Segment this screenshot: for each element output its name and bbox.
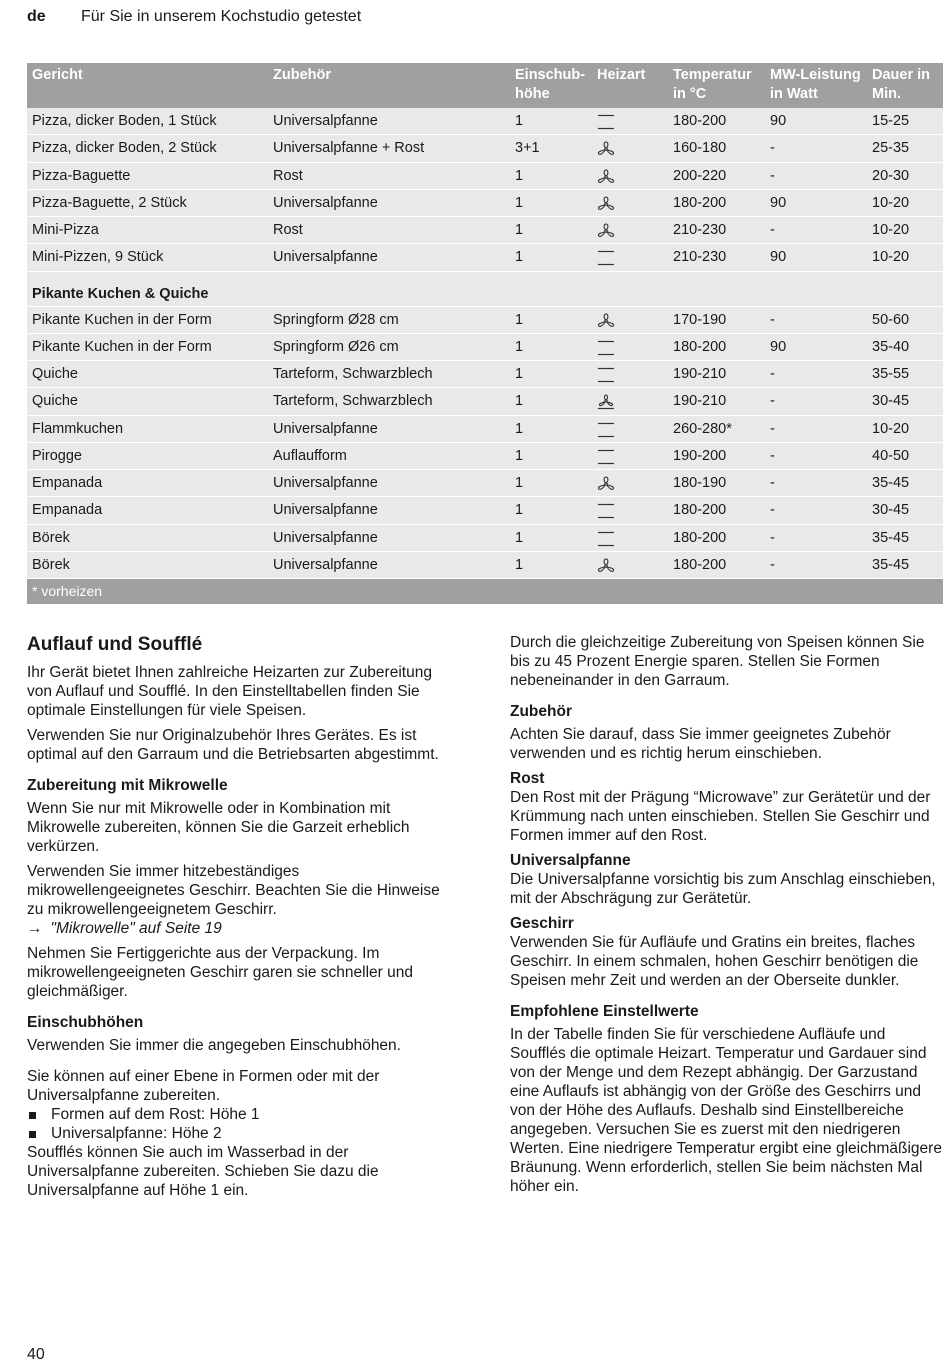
table-row (27, 217, 943, 244)
subheading: Zubereitung mit Mikrowelle (27, 777, 228, 794)
top-bottom-heat-icon (596, 449, 616, 465)
mw-power-cell: - (770, 420, 775, 437)
level-cell: 1 (515, 366, 524, 382)
level-cell: 1 (515, 167, 524, 184)
temperature-cell: 170-190 (673, 311, 727, 328)
accessory-cell: Universalpfanne (273, 556, 378, 573)
accessory-cell: Rost (273, 222, 303, 238)
top-bottom-heat-icon (596, 340, 616, 356)
dish-cell: Pizza, dicker Boden, 1 Stück (32, 113, 217, 129)
paragraph: Durch die gleichzeitige Zubereitung von Speisen können Sie bis zu 45 Prozent Energie sparen. Stellen Sie Formen nebeneinander in den Garraum. (510, 634, 925, 689)
subheading: Einschubhöhen (27, 1014, 144, 1031)
paragraph: Verwenden Sie immer die angegeben Einschubhöhen. (27, 1037, 401, 1054)
temperature-cell: 180-200 (673, 556, 727, 573)
table-row (27, 108, 943, 135)
accessory-cell: Universalpfanne (273, 194, 378, 211)
col-heat: Heizart (597, 67, 646, 83)
table-row (27, 190, 943, 217)
duration-cell: 35-45 (872, 556, 910, 573)
table-row (27, 334, 943, 361)
level-cell: 1 (515, 393, 524, 410)
mw-power-cell: 90 (770, 113, 787, 129)
col-temp-line2: in °C (673, 86, 707, 102)
duration-cell: 30-45 (872, 502, 910, 519)
mw-power-cell: - (770, 366, 775, 382)
subheading: Zubehör (510, 703, 572, 720)
dish-cell: Quiche (32, 393, 78, 410)
dish-cell: Pirogge (32, 447, 82, 464)
accessory-cell: Rost (273, 167, 303, 184)
dish-cell: Quiche (32, 366, 78, 382)
fan-heat-icon (596, 169, 616, 185)
dish-cell: Pikante Kuchen in der Form (32, 338, 212, 355)
temperature-cell: 180-190 (673, 475, 727, 491)
dish-cell: Pizza, dicker Boden, 2 Stück (32, 140, 217, 157)
col-temp-line1: Temperatur (673, 67, 752, 83)
left-column (27, 633, 445, 1206)
page-number: 40 (27, 1346, 45, 1363)
accessory-cell: Springform Ø28 cm (273, 311, 399, 328)
right-column (510, 633, 942, 1202)
dish-cell: Flammkuchen (32, 420, 124, 437)
duration-cell: 20-30 (872, 167, 910, 184)
header-title: Für Sie in unserem Kochstudio getestet (81, 8, 362, 25)
table-row (27, 416, 943, 443)
table-row (27, 163, 943, 190)
temperature-cell: 190-200 (673, 447, 727, 464)
dish-cell: Börek (32, 529, 70, 546)
paragraph: Ihr Gerät bietet Ihnen zahlreiche Heizarten zur Zubereitung von Auflauf und Soufflé. In den Einstelltabellen finden Sie optimale Einstellungen für viele Speisen. (27, 664, 432, 719)
temperature-cell: 180-200 (673, 502, 727, 519)
level-cell: 3+1 (515, 140, 540, 157)
table-footnote (27, 579, 943, 604)
footnote-text: * vorheizen (32, 583, 103, 599)
table-body-b (27, 307, 943, 580)
top-bottom-heat-icon (596, 114, 616, 130)
accessory-cell: Universalpfanne (273, 249, 378, 266)
level-cell: 1 (515, 311, 524, 328)
dish-cell: Pikante Kuchen in der Form (32, 311, 212, 328)
temperature-cell: 180-200 (673, 113, 727, 129)
temperature-cell: 180-200 (673, 529, 727, 546)
paragraph: Verwenden Sie für Aufläufe und Gratins ein breites, flaches Geschirr. In einem schmalen, hohen Geschirr benötigen die Speisen mehr Zeit und werden an der Oberseite dunkler. (510, 934, 919, 989)
mw-power-cell: 90 (770, 249, 787, 266)
level-cell: 1 (515, 447, 524, 464)
paragraph: Sie können auf einer Ebene in Formen oder mit der Universalpfanne zubereiten. (27, 1068, 380, 1104)
fan-bottom-heat-icon (596, 394, 616, 410)
table-row (27, 135, 943, 162)
accessory-cell: Universalpfanne (273, 475, 378, 491)
duration-cell: 35-40 (872, 338, 910, 355)
table-row (27, 307, 943, 334)
level-cell: 1 (515, 338, 524, 355)
mw-power-cell: - (770, 393, 775, 410)
paragraph: Soufflés können Sie auch im Wasserbad in der Universalpfanne zubereiten. Schieben Sie dazu die Universalpfanne auf Höhe 1 ein. (27, 1144, 379, 1199)
dish-cell: Mini-Pizza (32, 222, 99, 238)
temperature-cell: 160-180 (673, 140, 727, 157)
duration-cell: 35-45 (872, 529, 910, 546)
table-row (27, 470, 943, 497)
subheading: Geschirr (510, 915, 574, 932)
temperature-cell: 190-210 (673, 366, 727, 382)
table-row (27, 525, 943, 552)
level-cell: 1 (515, 475, 524, 491)
table-row (27, 497, 943, 524)
bullet-item: Universalpfanne: Höhe 2 (27, 1124, 445, 1143)
fan-heat-icon (596, 313, 616, 329)
level-cell: 1 (515, 556, 524, 573)
paragraph: In der Tabelle finden Sie für verschiedene Aufläufe und Soufflés die optimale Heizart. Temperatur und Gardauer sind von der Menge und dem Rezept abhängig. Der Garzustand eine Auflaufs ist abhängig von der Größe des Geschirrs und von der Höhe des Auflaufs. Deshalb sind Einstellbereiche angegeben. Versuchen Sie es zuerst mit den niedrigeren Werten. Eine niedrigere Temperatur ergibt eine gleichmäßigere Bräunung. Wenn erforderlich, stellen Sie beim nächsten Mal höher ein. (510, 1026, 942, 1195)
bullet-item: Formen auf dem Rost: Höhe 1 (27, 1105, 445, 1124)
col-mw-line1: MW-Leistung (770, 67, 861, 83)
col-duration-line1: Dauer in (872, 67, 931, 83)
col-duration (872, 66, 930, 104)
arrow-right-icon: → (27, 920, 43, 937)
col-duration-line2: Min. (872, 86, 901, 102)
dish-cell: Pizza-Baguette, 2 Stück (32, 194, 187, 211)
duration-cell: 10-20 (872, 420, 910, 437)
col-level (515, 66, 585, 104)
temperature-cell: 190-210 (673, 393, 727, 410)
dish-cell: Empanada (32, 475, 103, 491)
level-cell: 1 (515, 529, 524, 546)
table-row (27, 361, 943, 388)
col-temp (673, 66, 752, 104)
level-cell: 1 (515, 113, 524, 129)
temperature-cell: 210-230 (673, 222, 727, 238)
fan-heat-icon (596, 141, 616, 157)
top-bottom-heat-icon (596, 422, 616, 438)
mw-power-cell: - (770, 447, 775, 464)
accessory-cell: Tarteform, Schwarzblech (273, 393, 433, 410)
fan-heat-icon (596, 558, 616, 574)
duration-cell: 40-50 (872, 447, 910, 464)
mw-power-cell: - (770, 167, 775, 184)
mw-power-cell: - (770, 140, 775, 157)
accessory-cell: Springform Ø26 cm (273, 338, 399, 355)
paragraph: Verwenden Sie immer hitzebeständiges mikrowellengeeignetes Geschirr. Beachten Sie die Hinweise zu mikrowellengeeignetem Geschirr. (27, 863, 440, 918)
duration-cell: 10-20 (872, 222, 910, 238)
mw-power-cell: - (770, 556, 775, 573)
level-cell: 1 (515, 502, 524, 519)
mw-power-cell: - (770, 222, 775, 238)
table-row (27, 552, 943, 579)
mw-power-cell: 90 (770, 194, 787, 211)
mw-power-cell: - (770, 529, 775, 546)
level-cell: 1 (515, 194, 524, 211)
paragraph: Verwenden Sie nur Originalzubehör Ihres Gerätes. Es ist optimal auf den Garraum und die Betriebsarten abgestimmt. (27, 727, 439, 763)
dish-cell: Börek (32, 556, 70, 573)
cross-reference-link[interactable] (27, 919, 445, 938)
temperature-cell: 210-230 (673, 249, 727, 266)
table-row (27, 244, 943, 271)
section-title: Pikante Kuchen & Quiche (32, 285, 209, 302)
duration-cell: 35-45 (872, 475, 910, 491)
level-cell: 1 (515, 249, 524, 266)
table-body-a (27, 108, 943, 272)
duration-cell: 10-20 (872, 194, 910, 211)
top-bottom-heat-icon (596, 250, 616, 266)
top-bottom-heat-icon (596, 531, 616, 547)
top-bottom-heat-icon (596, 503, 616, 519)
temperature-cell: 180-200 (673, 194, 727, 211)
dish-cell: Mini-Pizzen, 9 Stück (32, 249, 164, 266)
accessory-cell: Universalpfanne (273, 113, 378, 129)
duration-cell: 35-55 (872, 366, 910, 382)
col-mw-line2: in Watt (770, 86, 818, 102)
accessory-cell: Universalpfanne (273, 529, 378, 546)
accessory-cell: Auflaufform (273, 447, 347, 464)
col-level-line2: höhe (515, 86, 550, 102)
accessory-cell: Tarteform, Schwarzblech (273, 366, 433, 382)
fan-heat-icon (596, 223, 616, 239)
col-mw (770, 66, 861, 104)
temperature-cell: 180-200 (673, 338, 727, 355)
temperature-cell: 260-280* (673, 420, 732, 437)
accessory-cell: Universalpfanne + Rost (273, 140, 425, 157)
col-dish: Gericht (32, 67, 83, 83)
duration-cell: 25-35 (872, 140, 910, 157)
accessory-cell: Universalpfanne (273, 502, 378, 519)
duration-cell: 10-20 (872, 249, 910, 266)
col-accessory: Zubehör (273, 67, 331, 83)
mw-power-cell: - (770, 502, 775, 519)
table-row (27, 388, 943, 415)
temperature-cell: 200-220 (673, 167, 727, 184)
paragraph: Die Universalpfanne vorsichtig bis zum Anschlag einschieben, mit der Abschrägung zur Gerätetür. (510, 871, 936, 907)
section-heading: Auflauf und Soufflé (27, 634, 203, 655)
duration-cell: 15-25 (872, 113, 910, 129)
language-tag: de (27, 8, 46, 25)
level-cell: 1 (515, 420, 524, 437)
fan-heat-icon (596, 476, 616, 492)
mw-power-cell: 90 (770, 338, 787, 355)
col-level-line1: Einschub- (515, 67, 586, 83)
mw-power-cell: - (770, 475, 775, 491)
duration-cell: 50-60 (872, 311, 910, 328)
mw-power-cell: - (770, 311, 775, 328)
paragraph: Den Rost mit der Prägung “Microwave” zur Gerätetür und der Krümmung nach unten einschieben. Stellen Sie Geschirr und Formen immer auf den Rost. (510, 789, 931, 844)
cross-reference-text: "Mikrowelle" auf Seite 19 (50, 920, 222, 937)
table-header (27, 63, 943, 108)
dish-cell: Empanada (32, 502, 103, 519)
table-row (27, 443, 943, 470)
level-cell: 1 (515, 222, 524, 238)
accessory-cell: Universalpfanne (273, 420, 378, 437)
paragraph: Wenn Sie nur mit Mikrowelle oder in Kombination mit Mikrowelle zubereiten, können Sie die Garzeit erheblich verkürzen. (27, 800, 410, 855)
duration-cell: 30-45 (872, 393, 910, 410)
paragraph: Nehmen Sie Fertiggerichte aus der Verpackung. Im mikrowellengeeigneten Geschirr garen sie schneller und gleichmäßiger. (27, 945, 413, 1000)
subheading: Universalpfanne (510, 852, 631, 869)
dish-cell: Pizza-Baguette (32, 167, 131, 184)
top-bottom-heat-icon (596, 367, 616, 383)
table-section-row (27, 272, 943, 307)
cooking-table (27, 63, 943, 604)
paragraph: Achten Sie darauf, dass Sie immer geeignetes Zubehör verwenden und es richtig herum einschieben. (510, 726, 891, 762)
fan-heat-icon (596, 196, 616, 212)
subheading: Rost (510, 770, 545, 787)
subheading: Empfohlene Einstellwerte (510, 1003, 699, 1020)
